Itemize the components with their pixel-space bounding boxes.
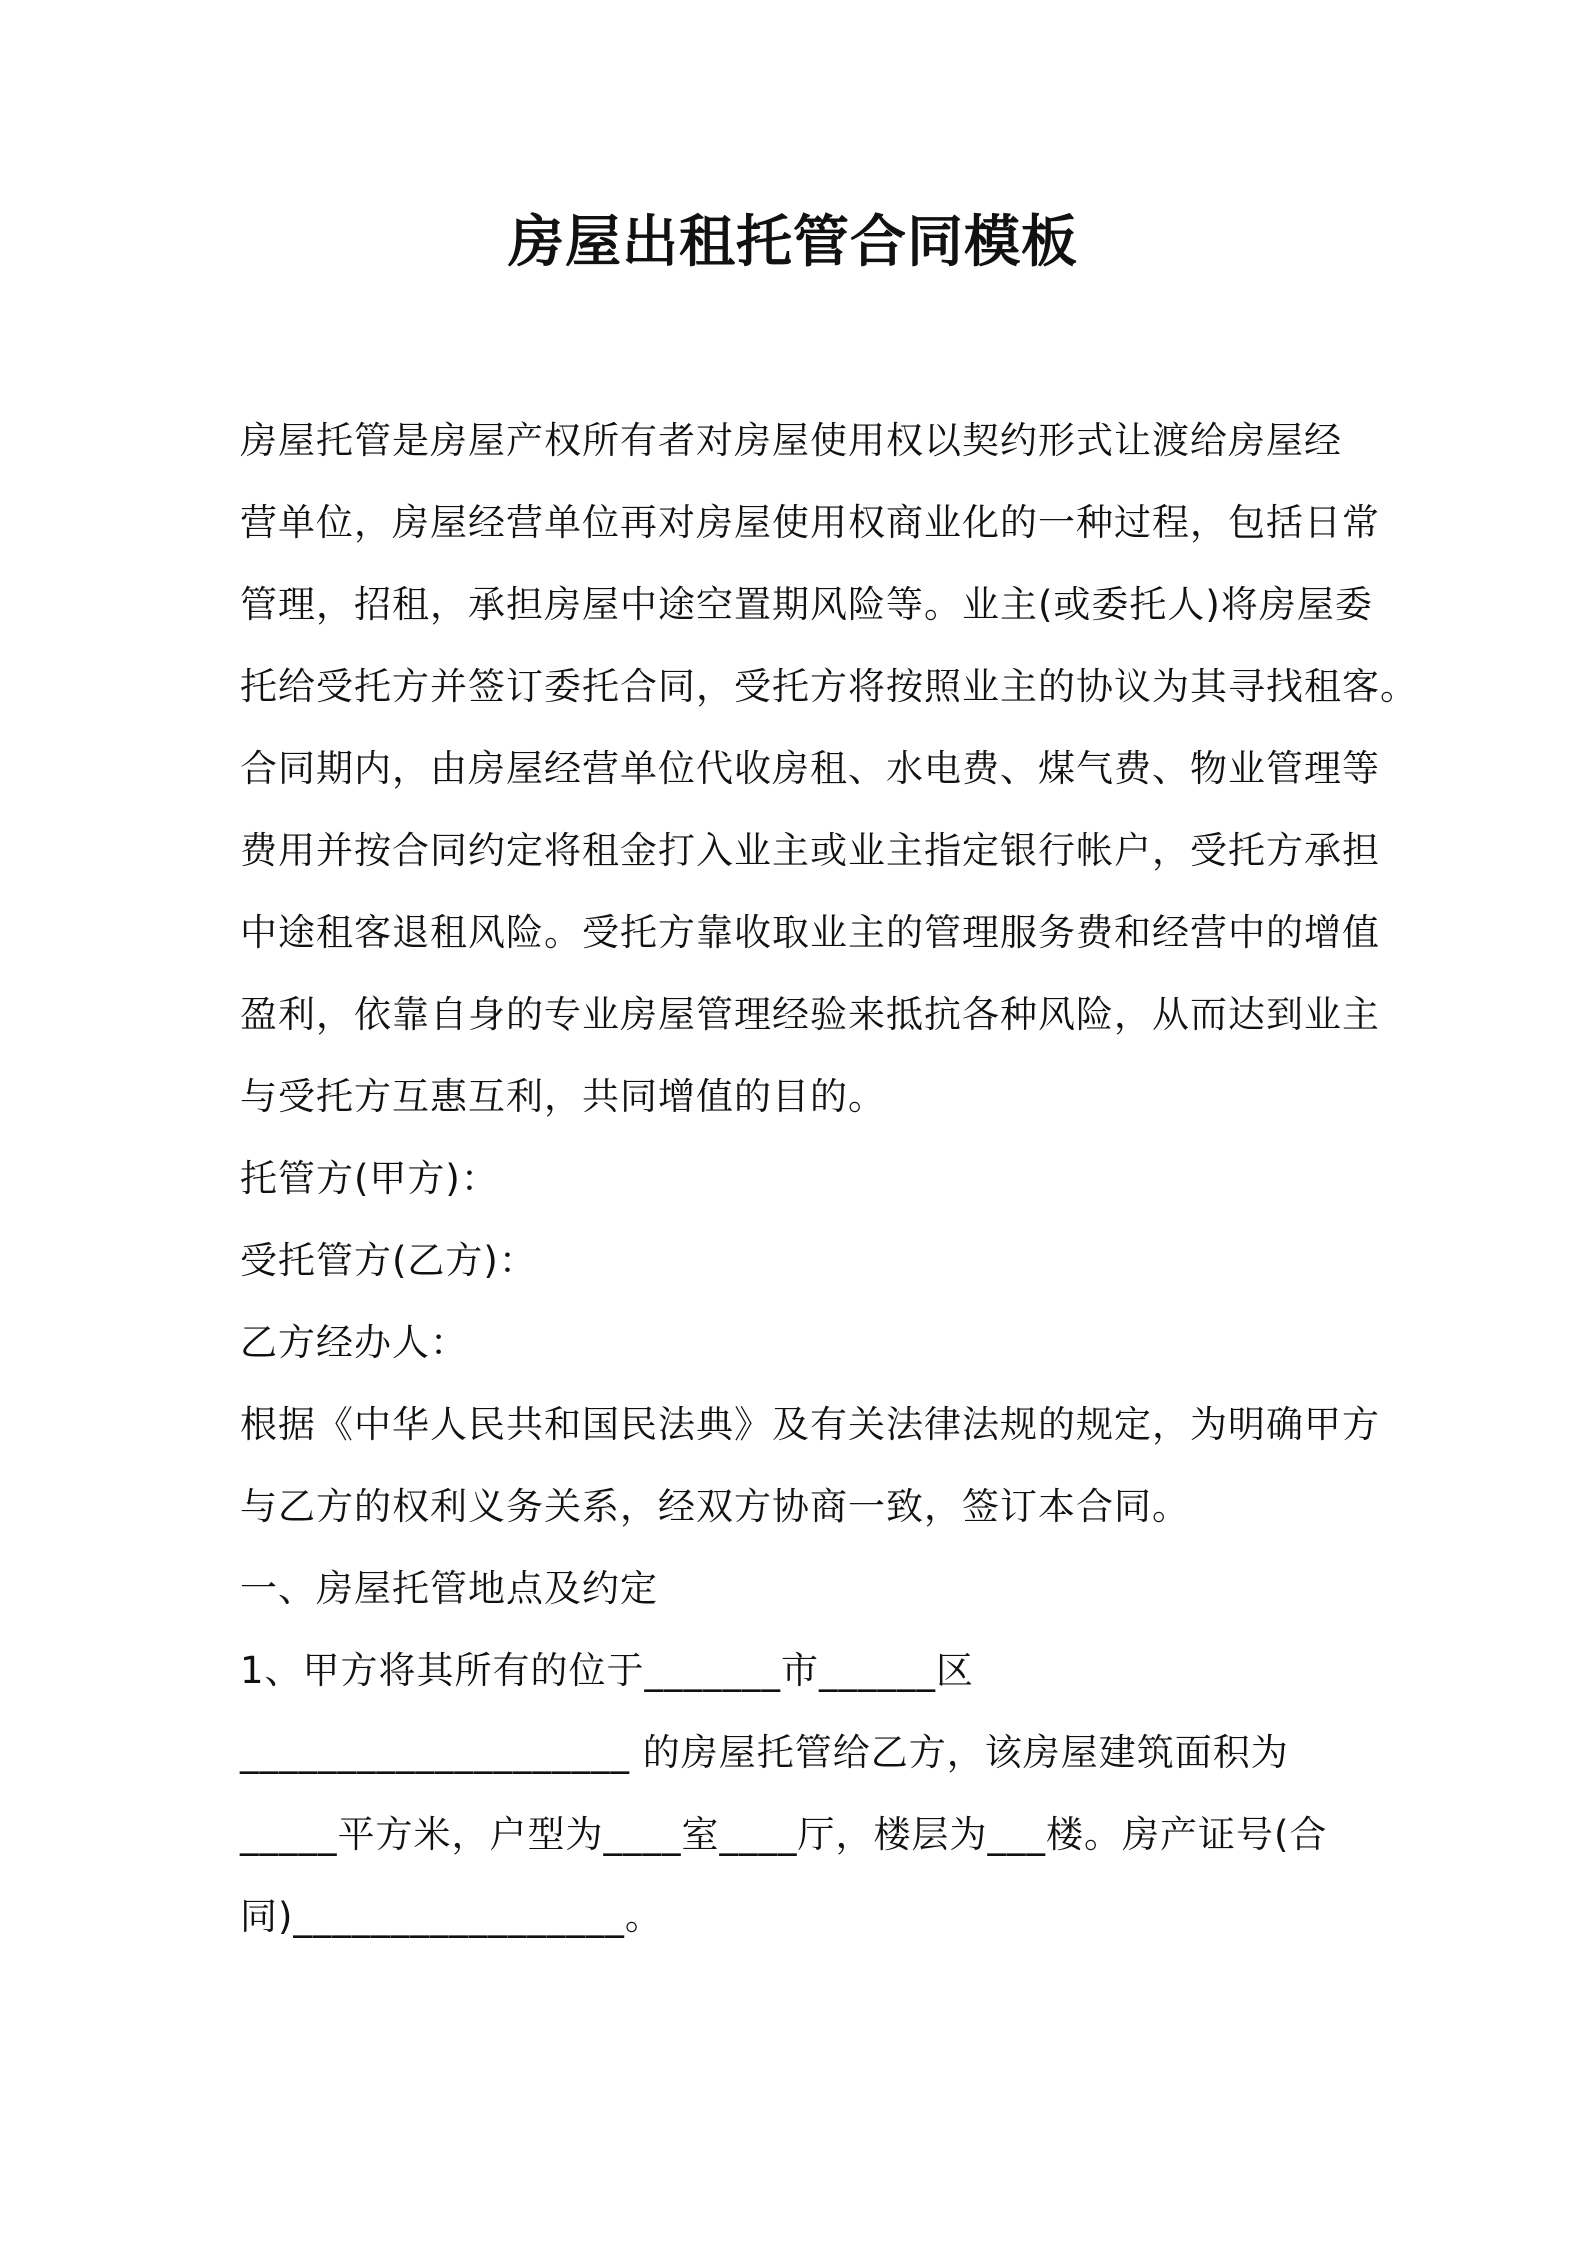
intro-line: 托给受托方并签订委托合同，受托方将按照业主的协议为其寻找租客。 — [240, 665, 1418, 708]
party-b-agent-label: 乙方经办人： — [240, 1321, 468, 1364]
legal-basis-line: 与乙方的权利义务关系，经双方协商一致，签订本合同。 — [240, 1485, 1190, 1528]
intro-line: 盈利，依靠自身的专业房屋管理经验来抵抗各种风险，从而达到业主 — [240, 993, 1380, 1036]
intro-line: 营单位，房屋经营单位再对房屋使用权商业化的一种过程，包括日常 — [240, 501, 1380, 544]
party-b-label: 受托管方(乙方)： — [240, 1239, 537, 1282]
intro-line: 合同期内，由房屋经营单位代收房租、水电费、煤气费、物业管理等 — [240, 747, 1380, 790]
clause-line: _____平方米，户型为____室____厅，楼层为___楼。房产证号(合 — [240, 1813, 1328, 1856]
section-heading: 一、房屋托管地点及约定 — [240, 1567, 658, 1610]
intro-line: 管理，招租，承担房屋中途空置期风险等。业主(或委托人)将房屋委 — [240, 583, 1373, 626]
clause-line: ____________________ 的房屋托管给乙方，该房屋建筑面积为 — [240, 1731, 1289, 1774]
clause-line: 同)_________________。 — [240, 1895, 663, 1938]
intro-line: 中途租客退租风险。受托方靠收取业主的管理服务费和经营中的增值 — [240, 911, 1380, 954]
party-a-label: 托管方(甲方)： — [240, 1157, 499, 1200]
intro-line: 房屋托管是房屋产权所有者对房屋使用权以契约形式让渡给房屋经 — [240, 419, 1342, 462]
document-body — [240, 400, 1420, 1958]
document-title: 房屋出租托管合同模板 — [508, 210, 1078, 275]
intro-line: 与受托方互惠互利，共同增值的目的。 — [240, 1075, 886, 1118]
legal-basis-line: 根据《中华人民共和国民法典》及有关法律法规的规定，为明确甲方 — [240, 1403, 1380, 1446]
intro-line: 费用并按合同约定将租金打入业主或业主指定银行帐户，受托方承担 — [240, 829, 1380, 872]
clause-line: 1、甲方将其所有的位于_______市______区 — [240, 1649, 975, 1692]
